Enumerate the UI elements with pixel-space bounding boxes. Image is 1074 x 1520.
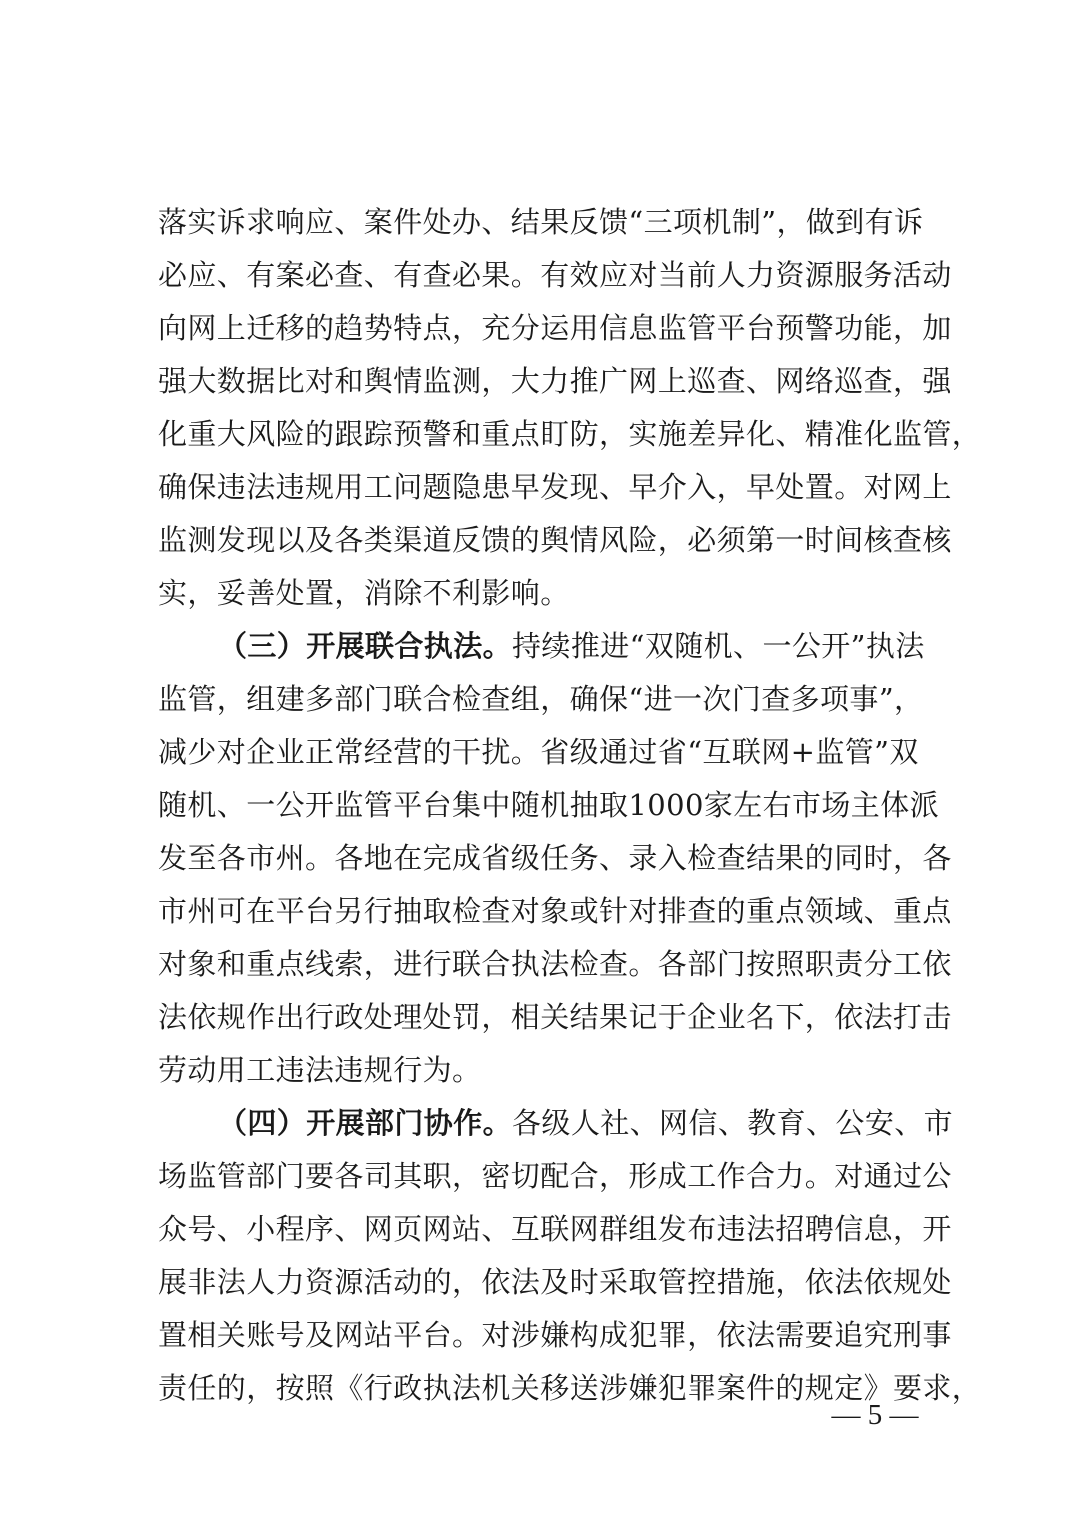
body-text-line: 实，妥善处置，消除不利影响。 <box>158 576 570 610</box>
body-text-line: 责任的，按照《行政执法机关移送涉嫌犯罪案件的规定》要求， <box>158 1371 982 1405</box>
paragraph-first-line <box>218 1103 954 1143</box>
body-text-line: 众号、小程序、网页网站、互联网群组发布违法招聘信息，开 <box>158 1212 952 1246</box>
body-text-line: 置相关账号及网站平台。对涉嫌构成犯罪，依法需要追究刑事 <box>158 1318 952 1352</box>
body-text: 各级人社、网信、教育、公安、市 <box>512 1106 954 1140</box>
body-text-line: 随机、一公开监管平台集中随机抽取1000家左右市场主体派 <box>158 788 940 822</box>
section-heading-4: （四）开展部门协作。 <box>218 1106 513 1140</box>
body-text-line: 落实诉求响应、案件处办、结果反馈“三项机制”，做到有诉 <box>158 205 924 239</box>
body-text-line: 强大数据比对和舆情监测，大力推广网上巡查、网络巡查，强 <box>158 364 952 398</box>
body-text-line: 必应、有案必查、有查必果。有效应对当前人力资源服务活动 <box>158 258 952 292</box>
body-text-line: 监测发现以及各类渠道反馈的舆情风险，必须第一时间核查核 <box>158 523 952 557</box>
body-text-line: 劳动用工违法违规行为。 <box>158 1053 482 1087</box>
body-text-line: 展非法人力资源活动的，依法及时采取管控措施，依法依规处 <box>158 1265 952 1299</box>
body-text-line: 监管，组建多部门联合检查组，确保“进一次门查多项事”， <box>158 682 924 716</box>
body-text-line: 法依规作出行政处理处罚，相关结果记于企业名下，依法打击 <box>158 1000 952 1034</box>
body-text-line: 发至各市州。各地在完成省级任务、录入检查结果的同时，各 <box>158 841 952 875</box>
body-text-line: 向网上迁移的趋势特点，充分运用信息监管平台预警功能，加 <box>158 311 952 345</box>
paragraph-first-line <box>218 626 925 666</box>
body-text-line: 场监管部门要各司其职，密切配合，形成工作合力。对通过公 <box>158 1159 952 1193</box>
body-text: 持续推进“双随机、一公开”执法 <box>512 629 925 663</box>
page-number: — 5 — <box>831 1399 919 1431</box>
body-text-line: 市州可在平台另行抽取检查对象或针对排查的重点领域、重点 <box>158 894 952 928</box>
section-heading-3: （三）开展联合执法。 <box>218 629 513 663</box>
body-text-line: 化重大风险的跟踪预警和重点盯防，实施差异化、精准化监管， <box>158 417 982 451</box>
body-text-line: 对象和重点线索，进行联合执法检查。各部门按照职责分工依 <box>158 947 952 981</box>
body-text-line: 减少对企业正常经营的干扰。省级通过省“互联网+监管”双 <box>158 735 919 769</box>
body-text-line: 确保违法违规用工问题隐患早发现、早介入，早处置。对网上 <box>158 470 952 504</box>
